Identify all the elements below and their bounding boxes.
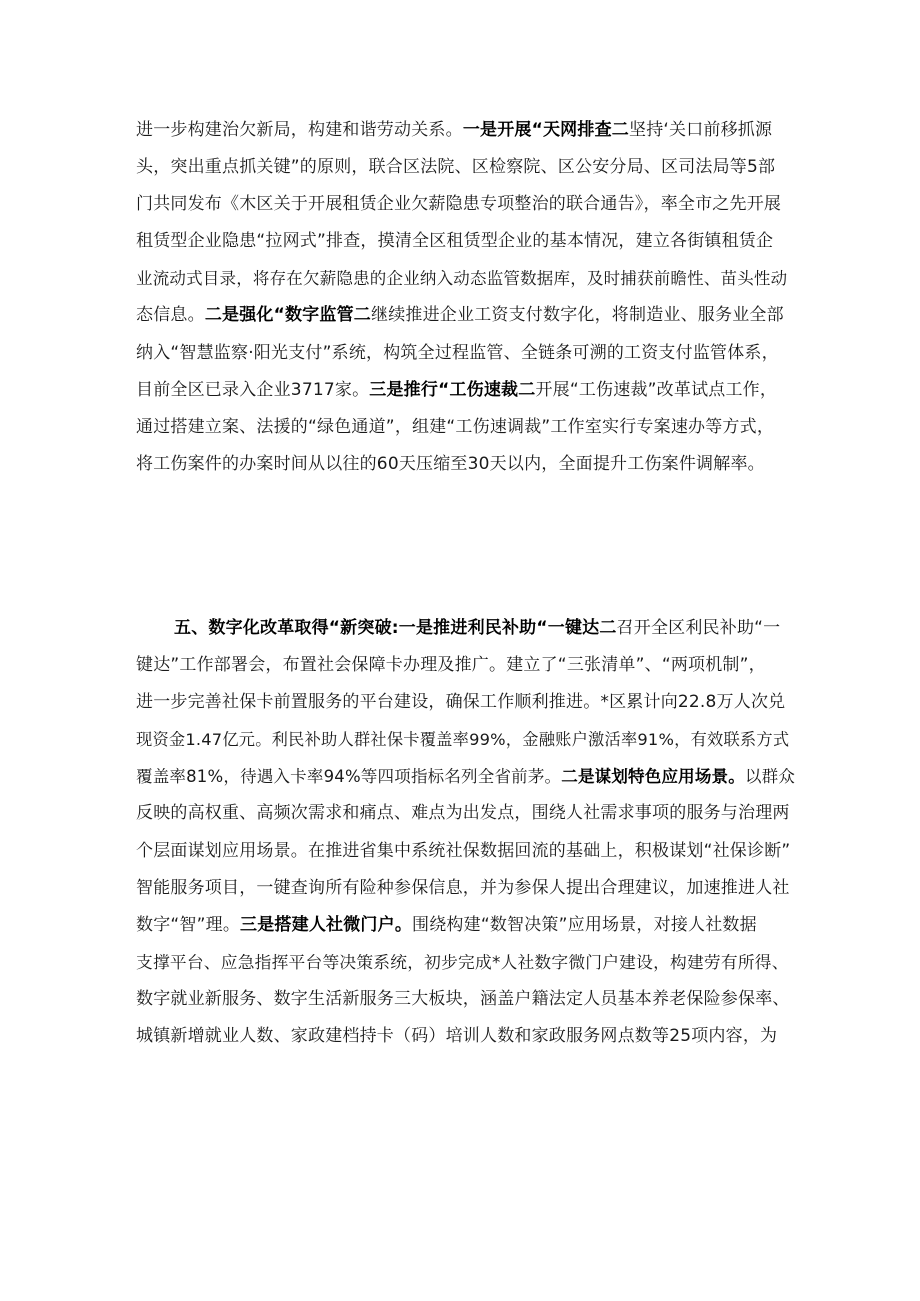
- text-line: [136, 372, 796, 409]
- text-segment: 围绕构建“数智决策”应用场景，对接人社数据: [412, 914, 757, 935]
- text-line: [136, 647, 796, 684]
- text-segment: 个层面谋划应用场景。在推进省集中系统社保数据回流的基础上，积极谋划“社保诊断”: [136, 840, 791, 861]
- bold-heading-segment: 二是谋划特色应用场景。: [561, 767, 745, 787]
- text-line: [136, 1018, 796, 1055]
- text-segment: 数字就业新服务、数字生活新服务三大板块，涵盖户籍法定人员基本养老保险参保率、: [136, 988, 790, 1009]
- text-segment: 进一步构建治欠新局，构建和谐劳动关系。: [136, 120, 463, 140]
- text-line: [136, 833, 796, 870]
- text-segment: 将工伤案件的办案时间从以往的60天压缩至30天以内，全面提升工伤案件调解率。: [136, 453, 765, 474]
- text-line: [136, 870, 796, 907]
- text-line: [136, 758, 796, 795]
- text-line: [136, 112, 796, 149]
- text-segment: 支撑平台、应急指挥平台等决策系统，初步完成*人社数字微门户建设，构建劳有所得、: [136, 951, 789, 972]
- bold-heading-segment: 三是搭建人社微门户。: [240, 914, 413, 935]
- text-segment: 头，突出重点抓关键”的原则，联合区法院、区检察院、区公安分局、区司法局等5部: [136, 157, 776, 178]
- text-line: [136, 149, 796, 186]
- text-segment: 租赁型企业隐患“拉网式”排查，摸清全区租赁型企业的基本情况，建立各街镇租赁企: [136, 231, 774, 252]
- text-segment: 态信息。: [136, 305, 205, 326]
- text-line: [136, 610, 796, 647]
- text-line: [136, 795, 796, 832]
- text-line: [136, 409, 796, 446]
- text-line: [136, 297, 796, 334]
- text-line: [136, 907, 796, 944]
- text-segment: 目前全区已录入企业3717家。: [136, 379, 370, 400]
- paragraph-digital-reform: [136, 610, 796, 1055]
- text-line: [136, 260, 796, 297]
- text-segment: 开展“工伤速裁”改革试点工作，: [535, 379, 778, 400]
- bold-heading-segment: 一是开展“天网排查二: [462, 120, 629, 140]
- text-line: [136, 684, 796, 721]
- text-segment: 通过搭建立案、法援的“绿色通道”，组建“工伤速调裁”工作室实行专案速办等方式，: [136, 416, 775, 437]
- text-segment: 业流动式目录，将存在欠薪隐患的企业纳入动态监管数据库，及时捕获前瞻性、苗头性动: [136, 269, 788, 289]
- bold-heading-segment: 二是强化“数字监管二: [204, 305, 371, 326]
- bold-heading-segment: 五、数字化改革取得“新突破:一是推进利民补助“一键达二: [174, 618, 617, 638]
- text-line: [136, 721, 796, 758]
- text-line: [136, 446, 796, 483]
- text-segment: 进一步完善社保卡前置服务的平台建设，确保工作顺利推进。*区累计向22.8万人次兑: [136, 692, 786, 713]
- text-segment: 键达”工作部署会，布置社会保障卡办理及推广。建立了“三张清单”、“两项机制”，: [136, 655, 766, 676]
- text-segment: 覆盖率81%，待遇入卡率94%等四项指标名列全省前茅。: [136, 767, 562, 787]
- text-line: [136, 186, 796, 223]
- text-segment: 继续推进企业工资支付数字化，将制造业、服务业全部: [371, 305, 784, 326]
- text-line: [136, 335, 796, 372]
- text-segment: 智能服务项目，一键查询所有险种参保信息，并为参保人提出合理建议，加速推进人社: [136, 877, 790, 898]
- text-segment: 城镇新增就业人数、家政建档持卡（码）培训人数和家政服务网点数等25项内容，为: [136, 1026, 778, 1047]
- text-line: [136, 223, 796, 260]
- text-segment: 纳入“智慧监察·阳光支付”系统，构筑全过程监管、全链条可溯的工资支付监管体系，: [136, 342, 779, 363]
- bold-heading-segment: 三是推行“工伤速裁二: [369, 379, 536, 400]
- text-segment: 召开全区利民补助“一: [616, 618, 781, 638]
- text-segment: 门共同发布《木区关于开展租赁企业欠薪隐患专项整治的联合通告》，率全市之先开展: [136, 194, 782, 215]
- text-segment: 坚持‘关口前移抓源: [629, 120, 773, 140]
- text-segment: 反映的高权重、高频次需求和痛点、难点为出发点，围绕人社需求事项的服务与治理两: [136, 803, 790, 824]
- text-line: [136, 944, 796, 981]
- text-segment: 数字“智”理。: [136, 914, 241, 935]
- text-segment: 现资金1.47亿元。利民补助人群社保卡覆盖率99%，金融账户激活率91%，有效联系方式: [136, 730, 790, 750]
- paragraph-labor-relations: [136, 112, 796, 483]
- text-line: [136, 981, 796, 1018]
- text-segment: 以群众: [744, 767, 796, 787]
